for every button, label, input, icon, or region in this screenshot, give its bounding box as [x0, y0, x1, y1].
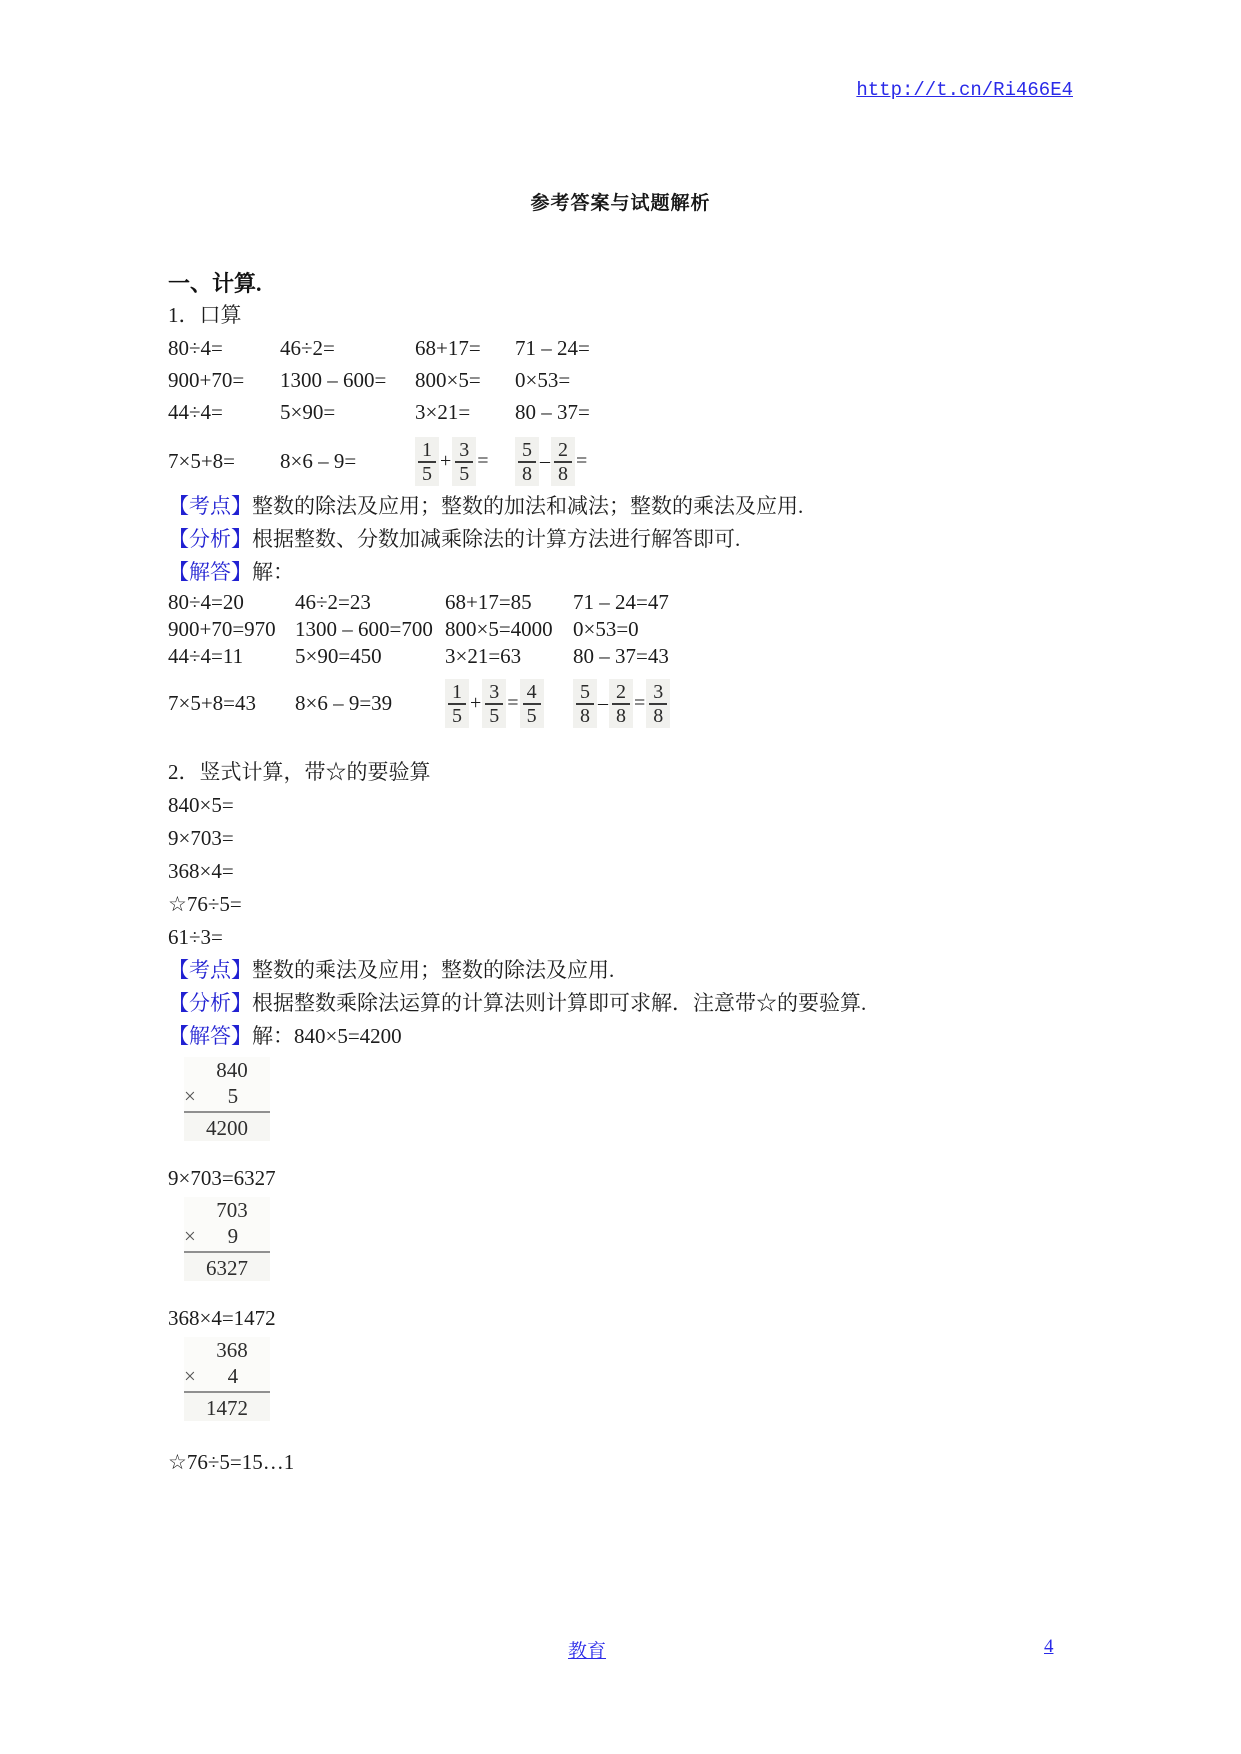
math-cell: 44÷4=11: [168, 644, 244, 668]
math-cell: 71 – 24=47: [573, 590, 669, 614]
kaodian-text: 整数的乘法及应用；整数的除法及应用.: [252, 958, 615, 982]
oral-question-fraction-row: [168, 432, 1073, 490]
kaodian-line: [168, 954, 1073, 987]
fraction-answer-add: [445, 679, 573, 728]
multiplier-row: [184, 1363, 270, 1393]
footer-education-link[interactable]: 教育: [568, 1641, 607, 1662]
math-cell: 80÷4=: [168, 336, 223, 360]
fraction-numerator: 2: [554, 439, 572, 463]
fraction-expression-subtract: [515, 437, 1073, 486]
math-cell: 68+17=: [415, 336, 481, 360]
fraction-answer-subtract: [573, 679, 1073, 728]
oral-question-grid: [168, 332, 1073, 428]
equals-sign: =: [576, 449, 588, 472]
fraction-denominator: 8: [616, 704, 626, 727]
minus-operator: –: [598, 691, 608, 714]
math-cell: 7×5+8=43: [168, 690, 257, 715]
multiplier: 9: [227, 1224, 239, 1248]
product: 1472: [184, 1393, 270, 1421]
fraction: [415, 437, 439, 486]
page-footer: [0, 1636, 1241, 1662]
math-cell: 900+70=970: [168, 617, 276, 641]
math-cell: 3×21=: [415, 400, 471, 424]
math-cell: 5×90=: [280, 400, 336, 424]
equals-sign: =: [507, 691, 519, 714]
fraction-numerator: 1: [418, 439, 436, 463]
fraction-denominator: 8: [653, 704, 664, 727]
math-cell: 0×53=: [515, 368, 571, 392]
multiplier-row: [184, 1083, 270, 1113]
fraction: [482, 679, 506, 728]
math-cell: 900+70=: [168, 368, 245, 392]
math-cell: 0×53=0: [573, 617, 639, 641]
fraction: [515, 437, 539, 486]
fenxi-label: 【分析】: [168, 991, 252, 1015]
fraction-numerator: 5: [576, 681, 594, 705]
fraction-numerator: 1: [448, 681, 466, 705]
math-cell: 46÷2=23: [295, 590, 371, 614]
multiplicand: 703: [216, 1198, 248, 1222]
problem-line: 61÷3=: [168, 925, 223, 949]
fraction-expression-add: [415, 437, 515, 486]
math-cell: 46÷2=: [280, 336, 335, 360]
section-1-heading: 一、计算.: [168, 271, 262, 296]
math-cell: 80 – 37=: [515, 400, 590, 424]
oral-calc-subheading: 1．口算: [168, 303, 242, 327]
problem-line: 9×703=: [168, 826, 234, 850]
fraction-denominator: 5: [452, 704, 462, 727]
multiply-sign: ×: [184, 1364, 196, 1388]
math-cell: 5×90=450: [295, 644, 382, 668]
fenxi-label: 【分析】: [168, 527, 252, 551]
fenxi-text: 根据整数乘除法运算的计算法则计算即可求解．注意带☆的要验算.: [252, 991, 867, 1015]
fenxi-line: [168, 987, 1073, 1020]
fraction-denominator: 8: [522, 462, 532, 485]
jieda-label: 【解答】: [168, 560, 252, 584]
fraction-denominator: 5: [526, 704, 537, 727]
fraction: [445, 679, 469, 728]
math-cell: 800×5=: [415, 368, 481, 392]
document-content: [0, 78, 1241, 1477]
math-cell: 80 – 37=43: [573, 644, 669, 668]
fraction-denominator: 8: [580, 704, 590, 727]
equation-line: 9×703=6327: [168, 1166, 276, 1190]
vertical-calc-368x4: [184, 1337, 270, 1421]
problem-line: 840×5=: [168, 793, 234, 817]
kaodian-label: 【考点】: [168, 958, 252, 982]
fraction-denominator: 5: [489, 704, 500, 727]
product: 6327: [184, 1253, 270, 1281]
fraction: [609, 679, 633, 728]
fraction-numerator: 4: [523, 681, 541, 705]
problem-line: 368×4=: [168, 859, 234, 883]
header-url-link[interactable]: http://t.cn/Ri466E4: [856, 79, 1073, 101]
fraction-numerator: 2: [612, 681, 630, 705]
equation-line: 368×4=1472: [168, 1306, 276, 1330]
division-answer-line: ☆76÷5=15…1: [168, 1450, 295, 1474]
fenxi-text: 根据整数、分数加减乘除法的计算方法进行解答即可.: [252, 527, 741, 551]
math-cell: 68+17=85: [445, 590, 532, 614]
math-cell: 8×6 – 9=: [280, 448, 357, 473]
math-cell: 71 – 24=: [515, 336, 590, 360]
fraction: [573, 679, 597, 728]
plus-operator: +: [440, 449, 452, 472]
vertical-calc-703x9: [184, 1197, 270, 1281]
kaodian-line: [168, 490, 1073, 523]
plus-operator: +: [470, 691, 482, 714]
equals-sign: =: [477, 449, 489, 472]
fraction-result: [520, 679, 544, 728]
math-cell: 1300 – 600=: [280, 368, 387, 392]
jieda-text: 解：840×5=4200: [252, 1024, 402, 1048]
math-cell: 7×5+8=: [168, 448, 236, 473]
header-row: [168, 78, 1073, 103]
kaodian-label: 【考点】: [168, 494, 252, 518]
math-cell: 80÷4=20: [168, 590, 244, 614]
page-title: 参考答案与试题解析: [530, 193, 711, 214]
math-cell: 3×21=63: [445, 644, 522, 668]
fraction-denominator: 5: [459, 462, 470, 485]
page-number-link[interactable]: 4: [1044, 1636, 1054, 1657]
vertical-calc-840x5: [184, 1057, 270, 1141]
multiplier-row: [184, 1223, 270, 1253]
fraction-numerator: 3: [649, 681, 667, 705]
oral-answer-grid: [168, 589, 1073, 670]
equals-sign: =: [634, 691, 646, 714]
kaodian-text: 整数的除法及应用；整数的加法和减法；整数的乘法及应用.: [252, 494, 804, 518]
fraction: [452, 437, 476, 486]
oral-answer-fraction-row: [168, 674, 1073, 732]
fraction-numerator: 3: [455, 439, 473, 463]
jieda-label: 【解答】: [168, 1024, 252, 1048]
fraction: [551, 437, 575, 486]
math-cell: 8×6 – 9=39: [295, 690, 393, 715]
multiplier: 5: [227, 1084, 239, 1108]
jieda-line: [168, 556, 1073, 589]
minus-operator: –: [540, 449, 550, 472]
math-cell: 44÷4=: [168, 400, 223, 424]
problem-line: ☆76÷5=: [168, 892, 242, 916]
fenxi-line: [168, 523, 1073, 556]
fraction-denominator: 8: [558, 462, 568, 485]
jieda-line: [168, 1020, 1073, 1053]
multiplier: 4: [227, 1364, 239, 1388]
multiply-sign: ×: [184, 1084, 196, 1108]
jieda-text: 解：: [252, 560, 294, 584]
multiplicand: 840: [216, 1058, 248, 1082]
product: 4200: [184, 1113, 270, 1141]
section-2-heading: 2．竖式计算，带☆的要验算: [168, 760, 431, 784]
fraction-numerator: 3: [485, 681, 503, 705]
fraction-result: [646, 679, 670, 728]
multiply-sign: ×: [184, 1224, 196, 1248]
multiplicand: 368: [216, 1338, 248, 1362]
fraction-numerator: 5: [518, 439, 536, 463]
fraction-denominator: 5: [422, 462, 432, 485]
math-cell: 800×5=4000: [445, 617, 553, 641]
math-cell: 1300 – 600=700: [295, 617, 433, 641]
